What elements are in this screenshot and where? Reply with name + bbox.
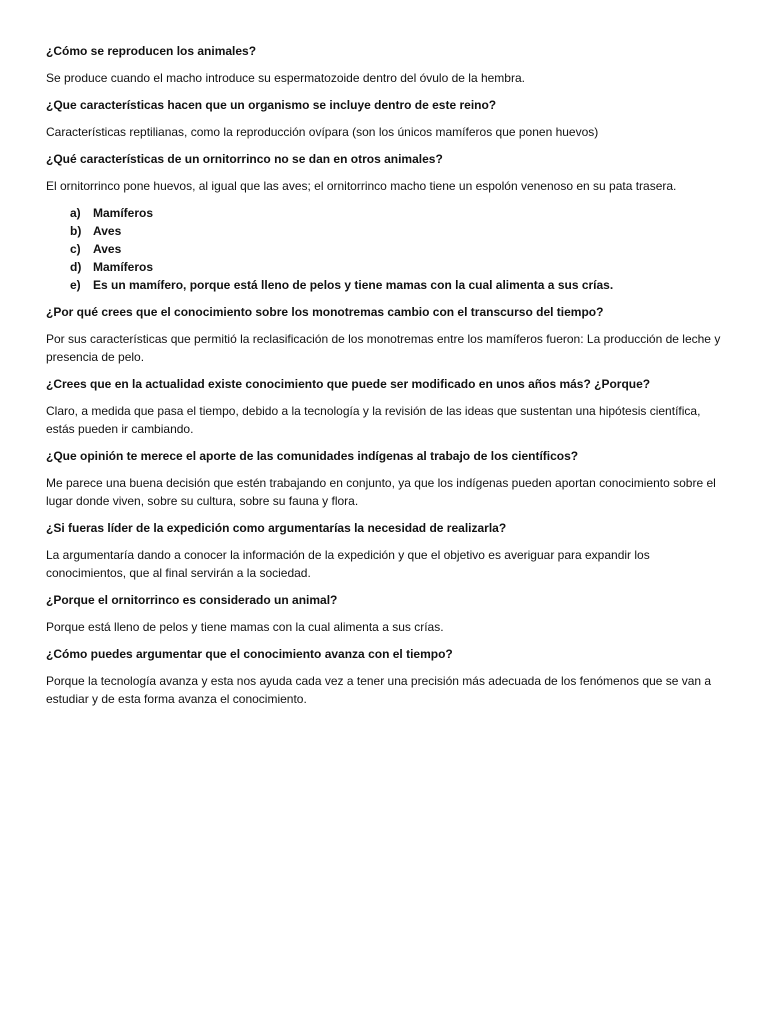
question-5: ¿Crees que en la actualidad existe conocimiento que puede ser modificado en unos años más? ¿Porque? (46, 377, 651, 391)
list-marker: b) (70, 224, 82, 238)
question-7: ¿Si fueras líder de la expedición como argumentarías la necesidad de realizarla? (46, 521, 507, 535)
question-1: ¿Cómo se reproducen los animales? (46, 44, 257, 58)
list-item-text: Aves (93, 242, 122, 256)
answer-6: Me parece una buena decisión que estén trabajando en conjunto, ya que los indígenas pueden aportan conocimiento sobre el lugar donde viven, sobre su cultura, sobre su fauna y flora. (46, 476, 716, 508)
list-item-text: Mamíferos (93, 206, 154, 220)
question-6: ¿Que opinión te merece el aporte de las comunidades indígenas al trabajo de los científicos? (46, 449, 579, 463)
question-9: ¿Cómo puedes argumentar que el conocimiento avanza con el tiempo? (46, 647, 453, 661)
list-marker: e) (70, 278, 81, 292)
list-item (46, 204, 726, 222)
answer-7: La argumentaría dando a conocer la información de la expedición y que el objetivo es averiguar para expandir los conocimientos, que al final servirán a la sociedad. (46, 548, 650, 580)
document-page (46, 42, 726, 717)
list-marker: c) (70, 242, 81, 256)
list-item-text: Aves (93, 224, 122, 238)
list-item (46, 222, 726, 240)
list-item (46, 276, 726, 294)
answer-5: Claro, a medida que pasa el tiempo, debido a la tecnología y la revisión de las ideas que sustentan una hipótesis científica, estás pueden ir cambiando. (46, 404, 701, 436)
list-marker: a) (70, 206, 81, 220)
answer-3: El ornitorrinco pone huevos, al igual que las aves; el ornitorrinco macho tiene un espolón venenoso en su pata trasera. (46, 179, 677, 193)
answer-8: Porque está lleno de pelos y tiene mamas con la cual alimenta a sus crías. (46, 620, 444, 634)
answer-list (46, 204, 726, 294)
answer-1: Se produce cuando el macho introduce su espermatozoide dentro del óvulo de la hembra. (46, 71, 525, 85)
question-3: ¿Qué características de un ornitorrinco no se dan en otros animales? (46, 152, 443, 166)
list-item-text: Es un mamífero, porque está lleno de pelos y tiene mamas con la cual alimenta a sus crías. (93, 278, 614, 292)
list-item-text: Mamíferos (93, 260, 154, 274)
question-4: ¿Por qué crees que el conocimiento sobre los monotremas cambio con el transcurso del tiempo? (46, 305, 604, 319)
list-item (46, 258, 726, 276)
list-marker: d) (70, 260, 82, 274)
answer-9: Porque la tecnología avanza y esta nos ayuda cada vez a tener una precisión más adecuada de los fenómenos que se van a estudiar y de esta forma avanza el conocimiento. (46, 674, 712, 706)
question-8: ¿Porque el ornitorrinco es considerado un animal? (46, 593, 338, 607)
question-2: ¿Que características hacen que un organismo se incluye dentro de este reino? (46, 98, 497, 112)
answer-4: Por sus características que permitió la reclasificación de los monotremas entre los mamíferos fueron: La producción de leche y presencia de pelo. (46, 332, 721, 364)
list-item (46, 240, 726, 258)
answer-2: Características reptilianas, como la reproducción ovípara (son los únicos mamíferos que ponen huevos) (46, 125, 599, 139)
